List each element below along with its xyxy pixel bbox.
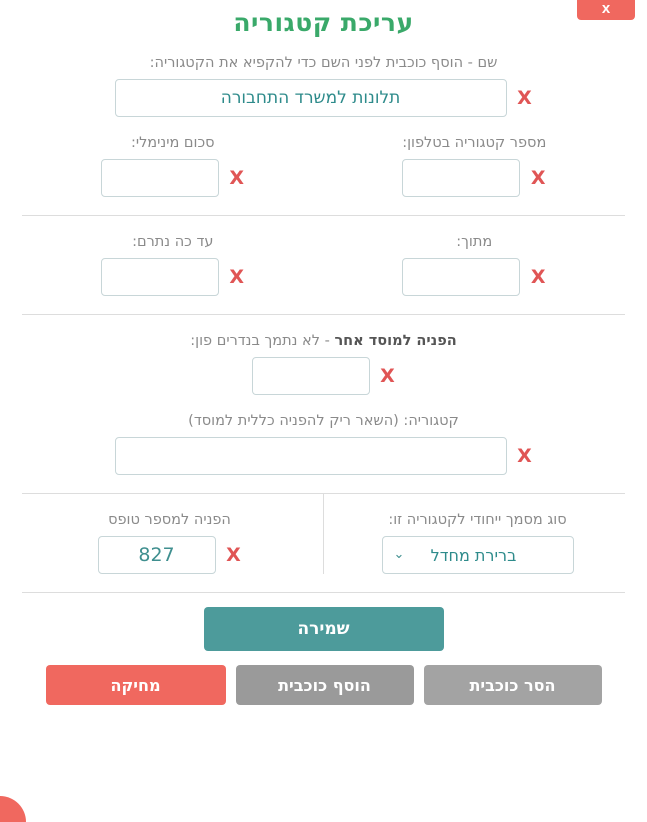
page-title: עריכת קטגוריה [233,8,414,37]
other-org-label-rest: - לא נתמך בנדרים פון: [190,333,335,349]
clear-category-button[interactable]: X [517,444,532,467]
action-button-row [22,665,625,705]
doc-type-select[interactable] [382,536,574,574]
out-of-label: מתוך: [456,234,493,250]
clear-out-of-button[interactable]: X [530,265,546,288]
donated-so-far-group [22,216,324,296]
clear-phone-category-button[interactable]: X [530,166,546,189]
close-button[interactable]: x [577,0,635,20]
form-number-label: הפניה למספר טופס [108,512,231,528]
add-star-button[interactable]: הוסף כוכבית [236,665,414,705]
vertical-divider [323,494,324,574]
other-org-row [22,357,625,395]
category-label: קטגוריה: (השאר ריק להפניה כללית למוסד) [188,413,459,429]
donated-so-far-label: עד כה נתרם: [132,234,214,250]
min-amount-group [22,117,324,197]
chevron-down-icon: ⌄ [393,547,405,562]
name-input[interactable] [115,79,507,117]
save-button[interactable]: שמירה [204,607,444,651]
doc-type-label: סוג מסמך ייחודי לקטגוריה זו: [388,512,567,528]
doc-type-select-wrap [382,536,574,574]
phone-category-input[interactable] [402,159,520,197]
name-label: שם - הוסף כוכבית לפני השם כדי להקפיא את הקטגוריה: [149,55,498,71]
delete-button[interactable]: מחיקה [46,665,226,705]
min-amount-row [101,159,245,197]
clear-form-number-button[interactable]: X [226,543,241,566]
category-row [22,437,625,475]
clear-other-org-button[interactable]: X [380,364,395,387]
clear-name-button[interactable]: X [517,86,532,109]
out-of-group [324,216,626,296]
form-number-input[interactable] [98,536,216,574]
other-org-label [22,333,625,349]
donated-so-far-row [101,258,245,296]
phone-category-row [402,159,546,197]
phone-category-group [324,117,626,197]
out-of-input[interactable] [402,258,520,296]
min-amount-input[interactable] [101,159,219,197]
out-of-row [402,258,546,296]
category-input[interactable] [115,437,507,475]
other-org-input[interactable] [252,357,370,395]
amount-phone-row [22,117,625,197]
clear-donated-so-far-button[interactable]: X [229,265,245,288]
form-number-row [98,536,242,574]
name-row [22,79,625,117]
divider-2 [22,314,625,315]
donation-progress-row [22,216,625,296]
doc-type-group [330,494,625,574]
other-org-label-bold: הפניה למוסד אחר [334,333,457,349]
corner-accent [0,796,26,822]
dialog-content [0,55,647,705]
min-amount-label: סכום מינימלי: [130,135,215,151]
donated-so-far-input[interactable] [101,258,219,296]
divider-4 [22,592,625,593]
phone-category-label: מספר קטגוריה בטלפון: [402,135,547,151]
remove-star-button[interactable]: הסר כוכבית [424,665,602,705]
form-number-group [22,494,317,574]
doc-form-row [22,494,625,574]
clear-min-amount-button[interactable]: X [229,166,245,189]
